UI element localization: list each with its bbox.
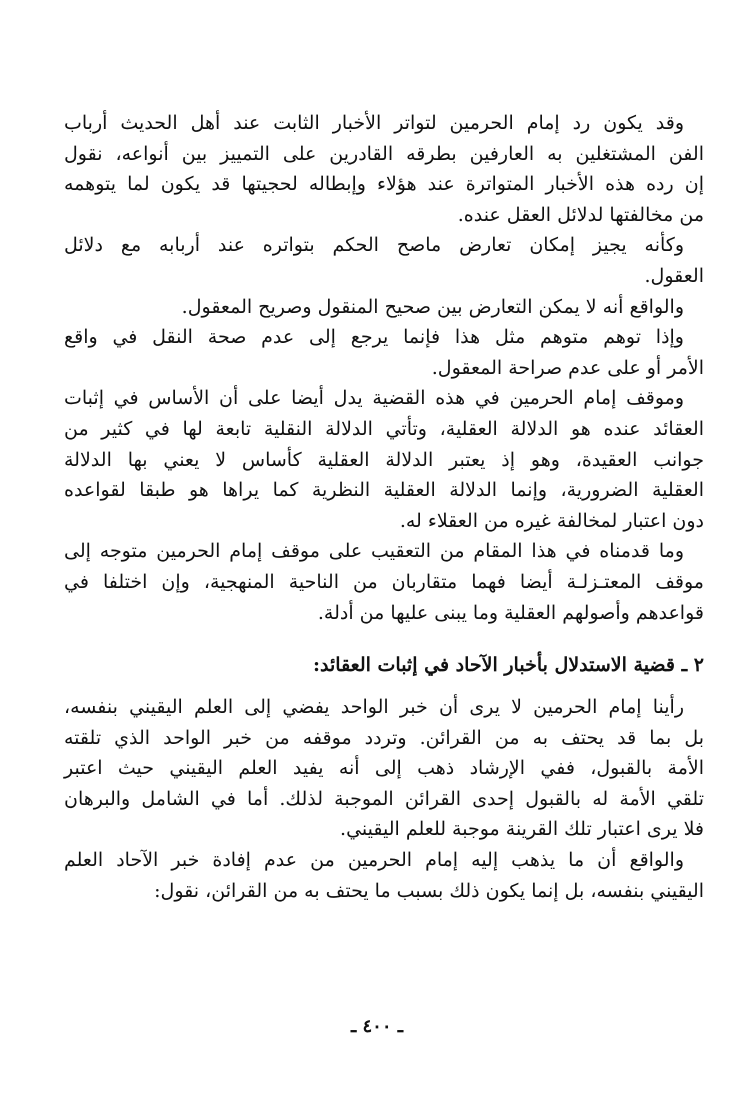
page-body: [64, 108, 704, 906]
paragraph: [64, 108, 704, 230]
text-line: إن رده هذه الأخبار المتواترة عند هؤلاء وإبطاله لحجيتها قد يكون لما يتوهمه: [64, 173, 704, 196]
paragraph: [64, 292, 704, 323]
text-line: فلا يرى اعتبار تلك القرينة موجبة للعلم اليقيني.: [340, 818, 704, 841]
text-line: بل بما قد يحتف به من القرائن. وتردد موقفه من خبر الواحد الذي تلقته: [64, 726, 704, 749]
page-number: ـ ٤٠٠ ـ: [350, 1016, 404, 1037]
paragraph: [64, 692, 704, 845]
paragraph: [64, 536, 704, 628]
paragraph: [64, 845, 704, 906]
text-line: والواقع أن ما يذهب إليه إمام الحرمين من عدم إفادة خبر الآحاد العلم: [64, 849, 684, 872]
text-line: موقف المعتـزلـة أيضا فهما متقاربان من الناحية المنهجية، وإن اختلفا في: [64, 570, 704, 593]
text-line: من مخالفتها لدلائل العقل عنده.: [457, 203, 704, 226]
text-line: وموقف إمام الحرمين في هذه القضية يدل أيضا على أن الأساس في إثبات: [64, 387, 684, 410]
text-line: جوانب العقيدة، وهو إذ يعتبر الدلالة العقلية كأساس لا يعني بها الدلالة: [64, 448, 704, 471]
text-line: دون اعتبار لمخالفة غيره من العقلاء له.: [399, 509, 704, 532]
text-line: وما قدمناه في هذا المقام من التعقيب على موقف إمام الحرمين متوجه إلى: [64, 540, 684, 563]
paragraph: [64, 230, 704, 291]
text-line: وإذا توهم متوهم مثل هذا فإنما يرجع إلى عدم صحة النقل في واقع: [64, 326, 684, 349]
text-line: رأينا إمام الحرمين لا يرى أن خبر الواحد يفضي إلى العلم اليقيني بنفسه،: [64, 696, 684, 719]
text-line: اليقيني بنفسه، بل إنما يكون ذلك بسبب ما يحتف به من القرائن، نقول:: [154, 879, 704, 902]
text-line: تلقي الأمة له بالقبول إحدى القرائن الموجبة لذلك. أما في الشامل والبرهان: [64, 787, 704, 810]
paragraph: [64, 383, 704, 536]
text-line: الأمة بالقبول، ففي الإرشاد ذهب إلى أنه يفيد العلم اليقيني حيث اعتبر: [64, 757, 704, 780]
text-line: وقد يكون رد إمام الحرمين لتواتر الأخبار الثابت عند أهل الحديث أرباب: [64, 112, 684, 134]
text-line: العقائد عنده هو الدلالة العقلية، وتأتي الدلالة النقلية تابعة لها في كثير من: [64, 417, 704, 440]
section-heading: ٢ ـ قضية الاستدلال بأخبار الآحاد في إثبات العقائد:: [313, 654, 704, 677]
text-line: والواقع أنه لا يمكن التعارض بين صحيح المنقول وصريح المعقول.: [181, 295, 684, 318]
text-line: وكأنه يجيز إمكان تعارض ماصح الحكم بتواتره عند أربابه مع دلائل: [64, 234, 684, 257]
paragraph: [64, 322, 704, 383]
text-line: الأمر أو على عدم صراحة المعقول.: [431, 356, 704, 379]
text-line: قواعدهم وأصولهم العقلية وما يبنى عليها من أدلة.: [317, 601, 704, 624]
text-line: العقول.: [644, 264, 704, 287]
text-line: العقلية الضرورية، وإنما الدلالة العقلية النظرية كما يراها هو طبقا لقواعده: [64, 479, 704, 502]
text-line: الفن المشتغلين به العارفين بطرقه القادرين على التمييز بين أنواعه، نقول: [64, 142, 704, 165]
